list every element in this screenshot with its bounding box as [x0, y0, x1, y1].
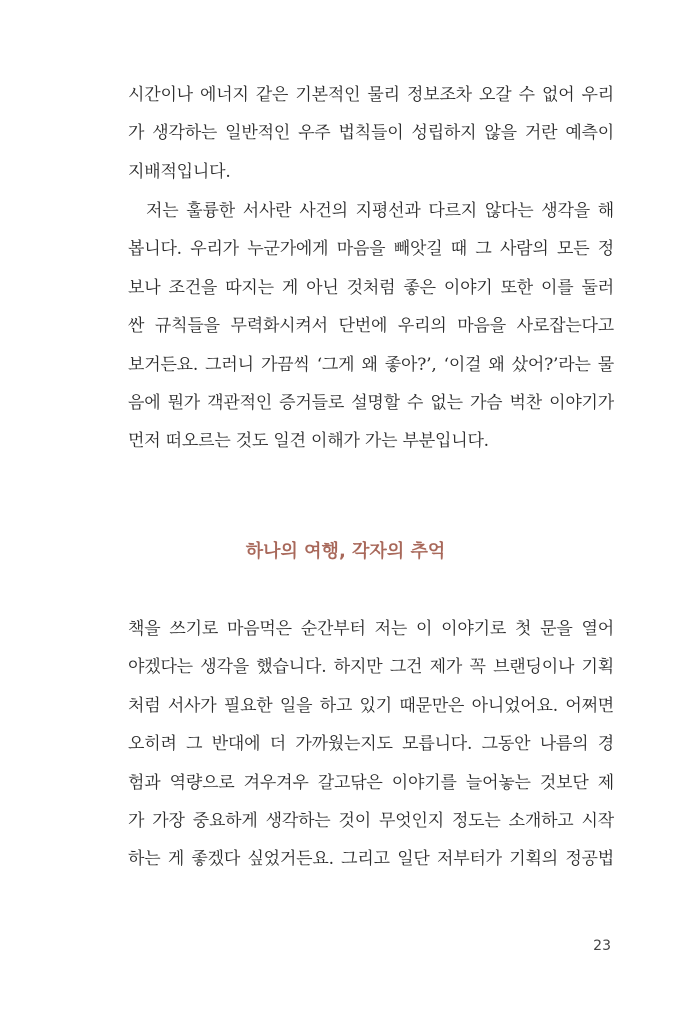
text-line: 먼저 떠오르는 것도 일견 이해가 가는 부분입니다.: [128, 431, 489, 452]
text-line: 험과 역량으로 겨우겨우 갈고닦은 이야기를 늘어놓는 것보단 제: [128, 772, 614, 793]
paragraph-1: [128, 76, 614, 191]
text-line: 하는 게 좋겠다 싶었거든요. 그리고 일단 저부터가 기획의 정공법: [128, 849, 614, 870]
text-line: 보나 조건을 따지는 게 아닌 것처럼 좋은 이야기 또한 이를 둘러: [128, 277, 614, 298]
text-line: 가 가장 중요하게 생각하는 것이 무엇인지 정도는 소개하고 시작: [128, 810, 614, 831]
text-line: 저는 훌륭한 서사란 사건의 지평선과 다르지 않다는 생각을 해: [146, 201, 614, 221]
text-line: 음에 뭔가 객관적인 증거들로 설명할 수 없는 가슴 벅찬 이야기가: [128, 392, 614, 413]
text-line: 봅니다. 우리가 누군가에게 마음을 빼앗길 때 그 사람의 모든 정: [128, 239, 614, 260]
text-line: 야겠다는 생각을 했습니다. 하지만 그건 제가 꼭 브랜딩이나 기획: [128, 657, 614, 678]
text-line: 오히려 그 반대에 더 가까웠는지도 모릅니다. 그동안 나름의 경: [128, 734, 614, 755]
text-line: 싼 규칙들을 무력화시켜서 단번에 우리의 마음을 사로잡는다고: [128, 316, 614, 337]
paragraph-2: [128, 192, 614, 461]
page-number: 23: [593, 938, 611, 954]
text-line: 가 생각하는 일반적인 우주 법칙들이 성립하지 않을 거란 예측이: [128, 123, 614, 144]
text-line: 처럼 서사가 필요한 일을 하고 있기 때문만은 아니었어요. 어쩌면: [128, 695, 614, 716]
section-heading: 하나의 여행, 각자의 추억: [245, 541, 446, 562]
text-line: 보거든요. 그러니 가끔씩 ‘그게 왜 좋아?’, ‘이걸 왜 샀어?’라는 물: [128, 354, 614, 375]
paragraph-3: [128, 610, 614, 879]
text-line: 시간이나 에너지 같은 기본적인 물리 정보조차 오갈 수 없어 우리: [128, 85, 614, 105]
text-line: 책을 쓰기로 마음먹은 순간부터 저는 이 이야기로 첫 문을 열어: [128, 619, 614, 639]
text-line: 지배적입니다.: [128, 161, 231, 182]
